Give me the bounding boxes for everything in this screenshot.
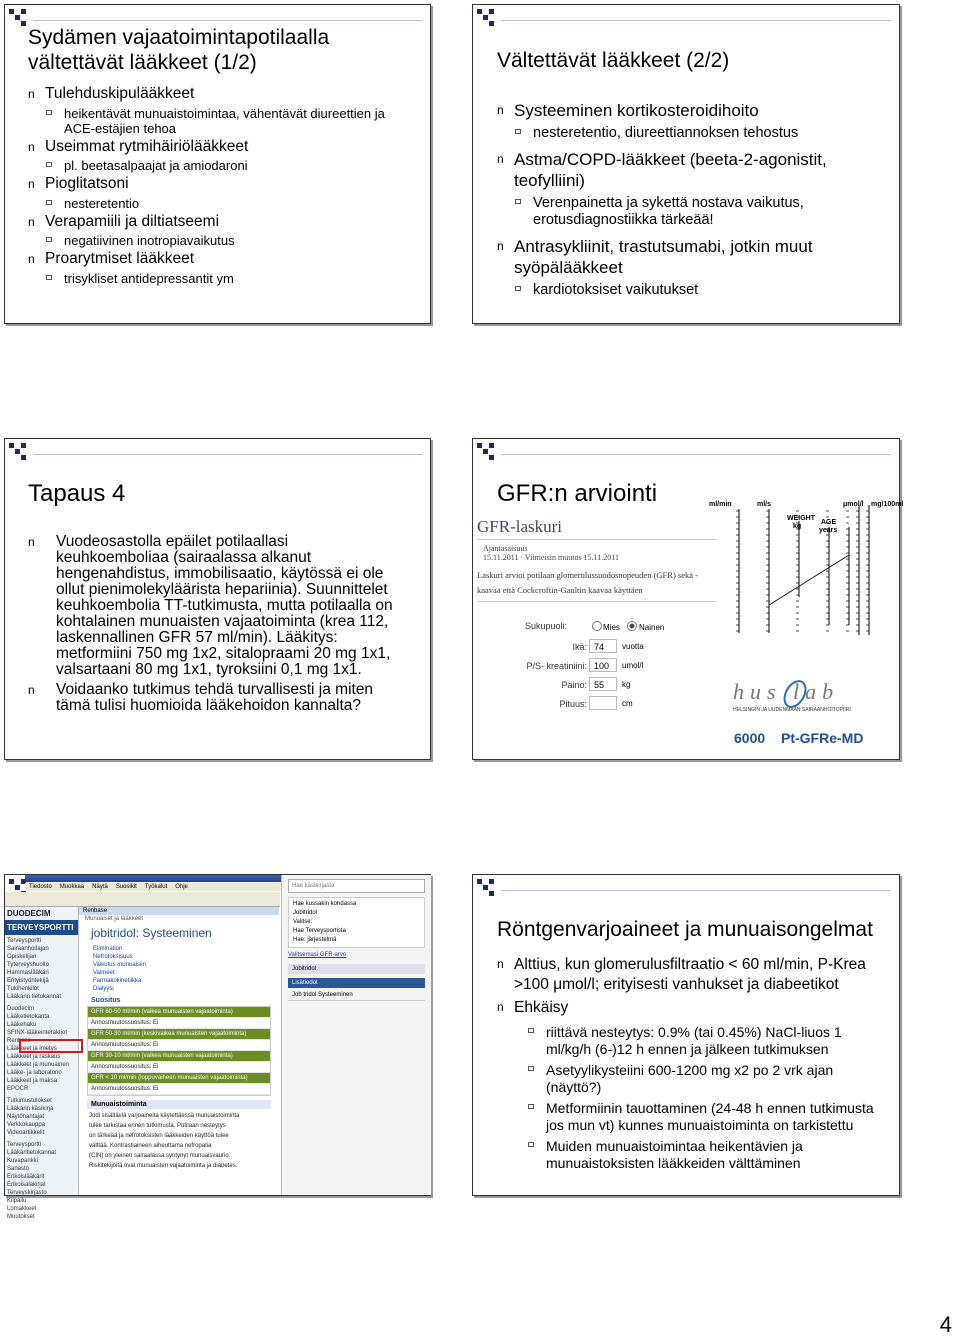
slide-title: GFR:n arviointi <box>497 480 658 507</box>
sidebar-item[interactable]: Tutkimustulokset <box>7 1098 52 1104</box>
updated-label: Ajantasaisuus <box>483 544 528 553</box>
sub-bullet-text: nesteretentio <box>64 195 140 211</box>
sub-bullet-text: kardiotoksiset vaikutukset <box>533 282 699 298</box>
slide-title: Tapaus 4 <box>28 480 126 507</box>
sub-bullet-marker-icon <box>528 1142 534 1147</box>
bullet-text: Systeeminen kortikosteroidihoito <box>514 101 759 120</box>
sub-bullet-marker-icon <box>46 200 52 205</box>
bullet-item <box>497 100 887 121</box>
sidebar-item[interactable]: Duodecim <box>7 1006 35 1012</box>
sidebar-item[interactable]: Lääkärin käsikirja <box>7 1106 54 1112</box>
sub-bullet-item <box>497 1024 882 1058</box>
menu-item[interactable]: Näytä <box>92 884 108 890</box>
sidebar-item[interactable]: Lääkäritietokannat <box>7 1150 57 1156</box>
sub-link[interactable]: Farmakokinetiikka <box>93 978 142 984</box>
nomo-mid-unit: ml/s <box>757 501 772 508</box>
bullet-marker-icon: n <box>28 535 35 549</box>
right-tab[interactable]: Jobitridol <box>288 964 425 974</box>
weight-input[interactable]: 55 <box>589 677 617 691</box>
age-label: Ikä: <box>572 642 587 652</box>
gfr-calculator <box>477 517 717 717</box>
nomo-age-label: AGE <box>821 519 837 526</box>
sidebar-item[interactable]: Tukihenkilöt <box>7 986 39 992</box>
breadcrumb: Munuaiset ja lääkkeet <box>85 916 144 922</box>
sub-link[interactable]: Vaimeet <box>93 970 115 976</box>
sub-bullet-marker-icon <box>515 286 521 291</box>
sidebar-brand: DUODECIM <box>7 909 51 918</box>
bullet-text: Astma/COPD-lääkkeet (beeta-2-agonistit, teofylliini) <box>514 150 827 190</box>
sidebar-item[interactable]: Sairaanhoitajan <box>7 946 49 952</box>
browser-window <box>5 875 430 1220</box>
sub-link[interactable]: Dialyysi <box>93 986 114 992</box>
bullet-item <box>28 175 418 194</box>
bullet-text: Vuodeosastolla epäilet potilaallasi keuhkoemboliaa (sairaalassa alkanut hengenahdistus, immobilisaatio, käytössä ei ole ollut pienimolekyläärista hepariinia). Suunnittelet keuhkoembolia TT-tutkimusta, mutta potilaalla on kohtalainen munuaisten vajaatoiminta (krea 112, laskennallinen GFR 57 ml/min). Lääkitys: metformiini 750 mg 1x2, sitalopraami 20 mg 1x1, valsartaani 80 mg 1x1, tyroksiini 0,1 mg 1x1. <box>56 533 393 678</box>
sub-bullet-marker-icon <box>46 162 52 167</box>
sub-bullet-item <box>497 282 887 299</box>
nomo-right-unit2: mg/100ml <box>871 501 904 508</box>
bullet-item <box>28 85 418 104</box>
sub-bullet-text: Verenpainetta ja sykettä nostava vaikutus, erotusdiagnostiikka tärkeää! <box>533 195 804 228</box>
bullet-item <box>497 236 887 278</box>
menu-item[interactable]: Ohje <box>175 884 188 890</box>
age-input[interactable]: 74 <box>589 639 617 653</box>
sidebar-item[interactable]: Lääkehaku <box>7 1022 37 1028</box>
right-search-input[interactable]: Hae käsikirjasta <box>288 879 425 893</box>
text-line: tulee tarkistaa ennen tutkimusta. Potilaan nesteytys <box>89 1123 226 1129</box>
text-line: Jodi sisältäviä varjoaineita käytettäessä munuaistoiminta <box>89 1113 240 1119</box>
right-link[interactable]: Valitsemasi GFR-arvo <box>288 952 347 958</box>
sidebar-item[interactable]: EPOCR <box>7 1086 29 1092</box>
logo-subtitle: HELSINGIN JA UUDENMAAN SAIRAANHOITOPIIRI <box>733 707 851 713</box>
bullet-marker-icon: n <box>28 214 35 229</box>
text-line: välttää. Kontrastiaineen aiheuttama nefropatia <box>89 1143 212 1149</box>
sub-bullet-item <box>28 158 418 173</box>
main-content <box>79 907 279 1195</box>
sidebar-title: TERVEYSPORTTI <box>5 920 78 935</box>
slide-6 <box>472 874 900 1196</box>
sub-bullet-item <box>497 1138 882 1172</box>
sidebar-item[interactable]: Lääkkeet ja maksa <box>7 1078 58 1084</box>
sub-link[interactable]: Elimination <box>93 946 123 952</box>
menu-item[interactable]: Suosikit <box>115 884 137 890</box>
sidebar-item[interactable]: Lääkkeet ja raskaus <box>7 1054 61 1060</box>
height-unit: cm <box>622 699 633 708</box>
section-label: Suositus <box>91 997 121 1004</box>
sub-bullet-item <box>28 271 418 286</box>
slide-1 <box>4 4 431 324</box>
sub-bullet-marker-icon <box>515 199 521 204</box>
bullet-text: Ehkäisy <box>514 999 569 1016</box>
text-line: Riskitekijöitä ovat munuaisten vajaatoiminta ja diabetes. <box>89 1163 238 1169</box>
text-line: on tärkeää ja nefrotoksisten lääkkeiden käyttöä tulee <box>89 1133 229 1139</box>
sub-bullet-marker-icon <box>528 1028 534 1033</box>
sex-label: Sukupuoli: <box>524 621 567 631</box>
calc-description: Laskuri arvioi potilaan glomerulussuodosnopeuden (GFR) sekä -kaavaa että Cockcroftin-Gaultin kaavaa käyttäen <box>477 570 698 595</box>
sub-link[interactable]: Nefrotoksisuus <box>93 954 133 960</box>
radio-male-label: Mies <box>603 623 620 632</box>
sub-bullet-item <box>497 195 887 229</box>
menu-item[interactable]: Työkalut <box>144 884 168 890</box>
sidebar-item[interactable]: Muutokset <box>7 1214 35 1220</box>
right-panel <box>281 875 431 1195</box>
sub-bullet-item <box>497 1100 882 1134</box>
bullet-marker-icon: n <box>497 239 504 253</box>
sidebar-item[interactable]: Lomakkeet <box>7 1206 37 1212</box>
sub-bullet-text: riittävä nesteytys: 0.9% (tai 0.45%) NaCl-liuos 1 ml/kg/h (6-)12 h ennen ja jälkeen tutkimuksen <box>546 1023 842 1057</box>
nomo-right-unit1: μmol/l <box>843 501 864 508</box>
sub-link[interactable]: Vaikutus munuaisiin <box>93 962 146 968</box>
tab-renbase[interactable]: Renbase <box>79 907 279 915</box>
menu-item[interactable]: Tiedosto <box>29 884 52 890</box>
bullet-marker-icon: n <box>28 139 35 154</box>
bullet-text: Antrasykliinit, trastutsumabi, jotkin muut syöpälääkkeet <box>514 237 813 277</box>
sub-bullet-item <box>28 196 418 211</box>
sub-bullet-marker-icon <box>528 1104 534 1109</box>
recommendation-row: GFR 60-50 ml/min (vaikea munuaisten vajaatoiminta) <box>88 1007 270 1018</box>
slide-title: Vältettävät lääkkeet (2/2) <box>497 49 730 72</box>
sub-bullet-text: trisykliset antidepressantit ym <box>64 270 234 286</box>
recommendation-row: Annosmuutossuositus: Ei <box>88 1084 270 1095</box>
recommendation-row: GFR < 10 ml/min (loppuvaiheen munuaisten vajaatoiminta) <box>88 1073 270 1084</box>
radio-female[interactable] <box>627 621 637 631</box>
test-code: 6000 <box>734 730 766 746</box>
recommendation-row: Annosmuutossuositus: Ei <box>88 1018 270 1029</box>
recommendation-row: Annosmuutossuositus: Ei <box>88 1040 270 1051</box>
calc-title: GFR-laskuri <box>477 517 562 536</box>
height-label: Pituus: <box>559 699 587 709</box>
radio-male[interactable] <box>592 621 602 631</box>
sub-bullet-text: heikentävät munuaistoimintaa, vähentävät diureettien ja ACE-estäjien tehoa <box>64 105 385 136</box>
bullet-marker-icon: n <box>28 87 35 101</box>
sidebar-item[interactable]: Lääkkeet ja imetys <box>7 1046 57 1052</box>
right-box <box>288 897 425 948</box>
slide-4 <box>472 438 904 760</box>
sub-bullet-text: Muiden munuaistoimintaa heikentävien ja munuaistoksisten lääkkeiden välttäminen <box>546 1137 803 1171</box>
sidebar-item[interactable]: Erityistyöntekijä <box>7 978 49 984</box>
sidebar-item[interactable]: Lääketietokanta <box>7 1014 50 1020</box>
sub-bullet-text: negatiivinen inotropiavaikutus <box>64 233 235 248</box>
bullet-marker-icon: n <box>28 683 35 697</box>
bullet-marker-icon: n <box>497 1000 504 1014</box>
bullet-text: Useimmat rytmihäiriölääkkeet <box>45 137 249 155</box>
radio-female-label: Nainen <box>639 623 665 632</box>
browser-toolbar <box>5 892 280 907</box>
sidebar-item[interactable]: Opiskelijan <box>7 954 37 960</box>
test-name: Pt-GFRe-MD <box>781 730 864 746</box>
right-item2[interactable]: Job tridol Systeeminen <box>288 990 425 1001</box>
recommendation-row: GFR 30-10 ml/min (vaikea munuaisten vajaatoiminta) <box>88 1051 270 1062</box>
bullet-item <box>28 138 418 157</box>
height-input[interactable] <box>589 696 617 710</box>
nomo-weight-unit: kg <box>793 523 802 530</box>
weight-unit: kg <box>622 680 631 689</box>
sub-bullet-marker-icon <box>46 275 52 280</box>
nomo-weight-label: WEIGHT <box>787 515 815 522</box>
sidebar-item[interactable]: Sanasto <box>7 1166 30 1172</box>
nomo-left-unit: ml/min <box>709 501 732 508</box>
sidebar-items <box>5 935 78 1223</box>
bullet-item <box>28 213 418 232</box>
nomo-age-unit: years <box>819 527 838 534</box>
bullet-item <box>497 998 882 1018</box>
sidebar-item[interactable]: Näytönantajat <box>7 1114 45 1120</box>
sub-bullet-text: Asetyylikysteiini 600-1200 mg x2 po 2 vrk ajan (näyttö?) <box>546 1061 834 1095</box>
bullet-item <box>497 955 882 994</box>
sidebar-item[interactable]: Kuvapankki <box>7 1158 39 1164</box>
slide-title: Röntgenvarjoaineet ja munuaisongelmat <box>497 918 873 941</box>
sub-bullet-marker-icon <box>46 110 52 115</box>
bullet-text: Proarytmiset lääkkeet <box>45 250 195 267</box>
recommendation-table <box>87 1006 271 1096</box>
bullet-list <box>497 955 882 1176</box>
right-box-line: Hae kussakin kohdassa <box>293 901 357 907</box>
bullet-text: Tulehduskipulääkkeet <box>45 85 195 102</box>
bullet-list <box>28 85 418 288</box>
bullet-marker-icon: n <box>497 103 504 117</box>
sidebar-item[interactable]: Renbase <box>7 1038 32 1044</box>
gfr-nomogram <box>709 495 904 645</box>
right-box-line: Jobitridol <box>293 910 318 916</box>
hus-lab-logo <box>733 679 873 723</box>
highlight-box <box>19 1039 83 1053</box>
recommendation-row: Annosmuutossuositus: Ei <box>88 1062 270 1073</box>
menu-item[interactable]: Muokkaa <box>59 884 85 890</box>
bullet-text: Alttius, kun glomerulusfiltraatio < 60 ml/min, P-Krea >100 μmol/l; erityisesti vanhukset ja diabeetikot <box>514 956 866 993</box>
bullet-list <box>497 100 887 301</box>
sidebar-item[interactable]: Lääkkeet ja munuainen <box>7 1062 70 1068</box>
bullet-item <box>497 149 887 191</box>
sidebar-item[interactable]: Verkkokauppa <box>7 1122 46 1128</box>
sidebar-item[interactable]: Terveysportti <box>7 938 42 944</box>
slide-title: Sydämen vajaatoimintapotilaalla vältettävät lääkkeet (1/2) <box>28 26 330 74</box>
sub-bullet-marker-icon <box>46 237 52 242</box>
bullet-marker-icon: n <box>28 252 35 266</box>
logo-text: hus lab <box>733 679 840 704</box>
bullet-item <box>28 534 400 678</box>
bullet-marker-icon: n <box>497 152 504 166</box>
sub-bullet-item <box>497 125 887 142</box>
sub-bullet-item <box>28 106 418 136</box>
bullet-text: Pioglitatsoni <box>45 175 129 192</box>
sub-bullet-item <box>497 1062 882 1096</box>
right-box-line: Valitse: <box>293 919 313 925</box>
creatinine-label: P/S- kreatiniini: <box>526 661 587 671</box>
page-number: 4 <box>939 1312 952 1337</box>
bullet-marker-icon: n <box>28 177 35 191</box>
sidebar-item[interactable]: Lääke- ja laboratorio <box>7 1070 62 1076</box>
slide-5 <box>4 874 431 1220</box>
right-box-line: Hae: järjestelmä <box>293 937 337 943</box>
sidebar-item[interactable]: Erikoisalakirjat <box>7 1182 46 1188</box>
munu-text <box>79 1111 279 1171</box>
sub-bullet-item <box>28 233 418 248</box>
sidebar-item[interactable]: Tyterveyshuolto <box>7 962 50 968</box>
creatinine-unit: umol/l <box>622 661 644 670</box>
sub-bullet-marker-icon <box>515 129 521 134</box>
sidebar-item[interactable]: Hammaslääkäri <box>7 970 49 976</box>
munu-heading: Munuaistoiminta <box>87 1100 271 1109</box>
right-box-line: Hae Terveysportista <box>293 928 346 934</box>
sub-bullet-text: Metformiinin tauottaminen (24-48 h ennen tutkimusta jos mun vt) kunnes munuaistoiminta on tarkistettu <box>546 1099 874 1133</box>
age-unit: vuotta <box>622 642 644 651</box>
bullet-item <box>28 250 418 269</box>
sub-bullet-marker-icon <box>528 1066 534 1071</box>
text-line: (CIN) on yleinen sairaalassa syntynyt munuaisvaurio. <box>89 1153 231 1159</box>
sidebar-item[interactable]: Terveysportti <box>7 1142 42 1148</box>
slide-2 <box>472 4 900 324</box>
bullet-text: Voidaanko tutkimus tehdä turvallisesti ja miten tämä tulisi huomioida lääkehoidon kannalta? <box>56 681 374 714</box>
recommendation-row: GFR 50-30 ml/min (keskivaikea munuaisten vajaatoiminta) <box>88 1029 270 1040</box>
updated-date: 15.11.2011 · Viimeisin muutos 15.11.2011 <box>483 553 619 562</box>
bullet-list <box>28 534 400 716</box>
creatinine-input[interactable]: 100 <box>589 658 617 672</box>
sidebar-item[interactable]: Erikoislääkärit <box>7 1174 45 1180</box>
sidebar-item[interactable]: Lääkärin tietokannat <box>7 994 62 1000</box>
sidebar-item[interactable]: Kilpailu <box>7 1198 27 1204</box>
sidebar-item[interactable]: Terveyskirjasto <box>7 1190 47 1196</box>
sidebar-item[interactable]: Videoartikkelit <box>7 1130 45 1136</box>
slide-3 <box>4 438 431 760</box>
sidebar-item[interactable]: SFINX-lääkeinteraktiot <box>7 1030 68 1036</box>
sub-links <box>79 943 279 995</box>
drug-title: jobitridol: Systeeminen <box>91 926 212 940</box>
sub-bullet-text: pl. beetasalpaajat ja amiodaroni <box>64 158 248 173</box>
bullet-item <box>28 682 400 714</box>
sub-bullet-text: nesteretentio, diureettiannoksen tehostus <box>533 125 799 141</box>
bullet-text: Verapamiili ja diltiatseemi <box>45 212 220 230</box>
bullet-marker-icon: n <box>497 957 504 971</box>
right-item: Lisätiedot <box>288 978 425 988</box>
weight-label: Paino: <box>561 680 587 690</box>
